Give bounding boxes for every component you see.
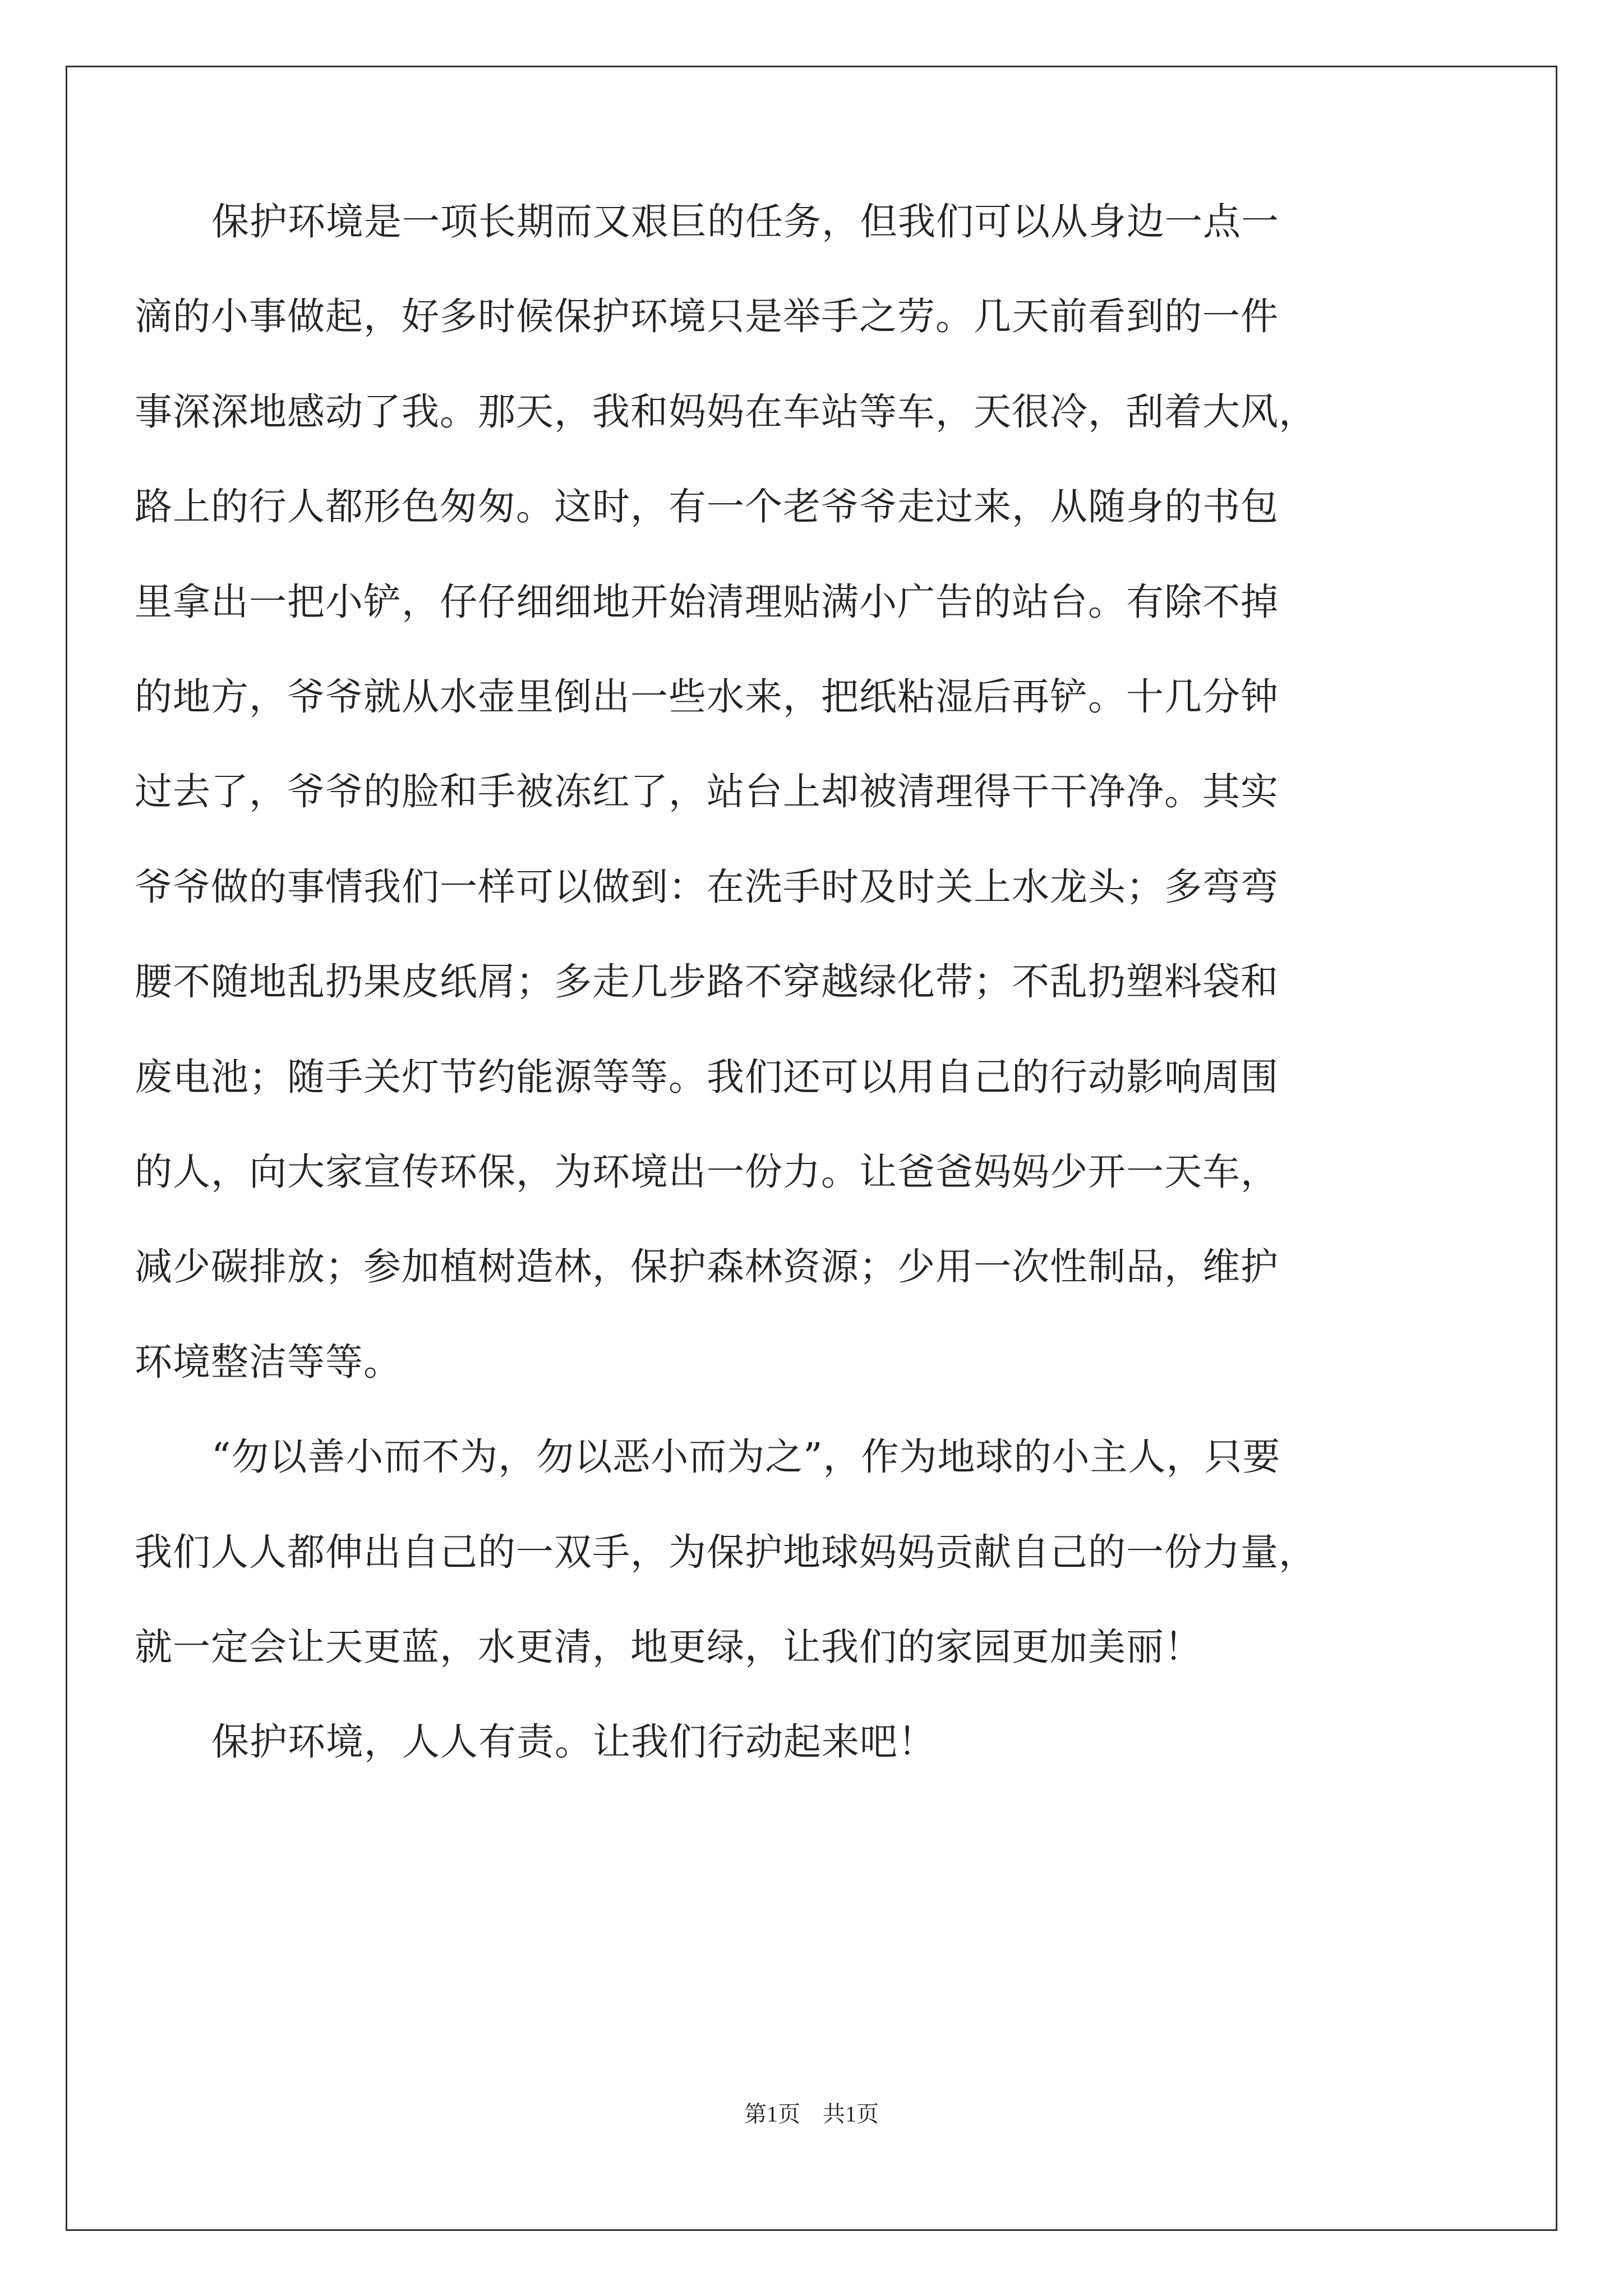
- text-line: 事深深地感动了我。那天，我和妈妈在车站等车，天很冷，刮着大风，: [135, 390, 1317, 434]
- text-line: 的人，向大家宣传环保，为环境出一份力。让爸爸妈妈少开一天车，: [135, 1150, 1279, 1194]
- text-line: 减少碳排放；参加植树造林，保护森林资源；少用一次性制品，维护: [135, 1245, 1279, 1289]
- text-line: 腰不随地乱扔果皮纸屑；多走几步路不穿越绿化带；不乱扔塑料袋和: [135, 960, 1279, 1004]
- text-line: 爷爷做的事情我们一样可以做到：在洗手时及时关上水龙头；多弯弯: [135, 865, 1279, 909]
- text-line: 环境整洁等等。: [135, 1340, 402, 1384]
- text-line: 我们人人都伸出自己的一双手，为保护地球妈妈贡献自己的一份力量，: [135, 1530, 1317, 1574]
- text-line: 过去了，爷爷的脸和手被冻红了，站台上却被清理得干干净净。其实: [135, 770, 1279, 813]
- text-line: 路上的行人都形色匆匆。这时，有一个老爷爷走过来，从随身的书包: [135, 485, 1279, 528]
- text-line: “勿以善小而不为，勿以恶小而为之”，作为地球的小主人，只要: [211, 1435, 1281, 1479]
- text-line: 里拿出一把小铲，仔仔细细地开始清理贴满小广告的站台。有除不掉: [135, 580, 1279, 624]
- text-line: 保护环境，人人有责。让我们行动起来吧！: [211, 1720, 936, 1764]
- text-line: 保护环境是一项长期而又艰巨的任务，但我们可以从身边一点一: [211, 200, 1279, 243]
- text-line: 废电池；随手关灯节约能源等等。我们还可以用自己的行动影响周围: [135, 1055, 1279, 1099]
- text-line: 就一定会让天更蓝，水更清，地更绿，让我们的家园更加美丽！: [135, 1625, 1202, 1669]
- text-line: 滴的小事做起，好多时候保护环境只是举手之劳。几天前看到的一件: [135, 295, 1279, 338]
- text-line: 的地方，爷爷就从水壶里倒出一些水来，把纸粘湿后再铲。十几分钟: [135, 675, 1279, 719]
- page-footer: 第1页 共1页: [744, 2101, 879, 2127]
